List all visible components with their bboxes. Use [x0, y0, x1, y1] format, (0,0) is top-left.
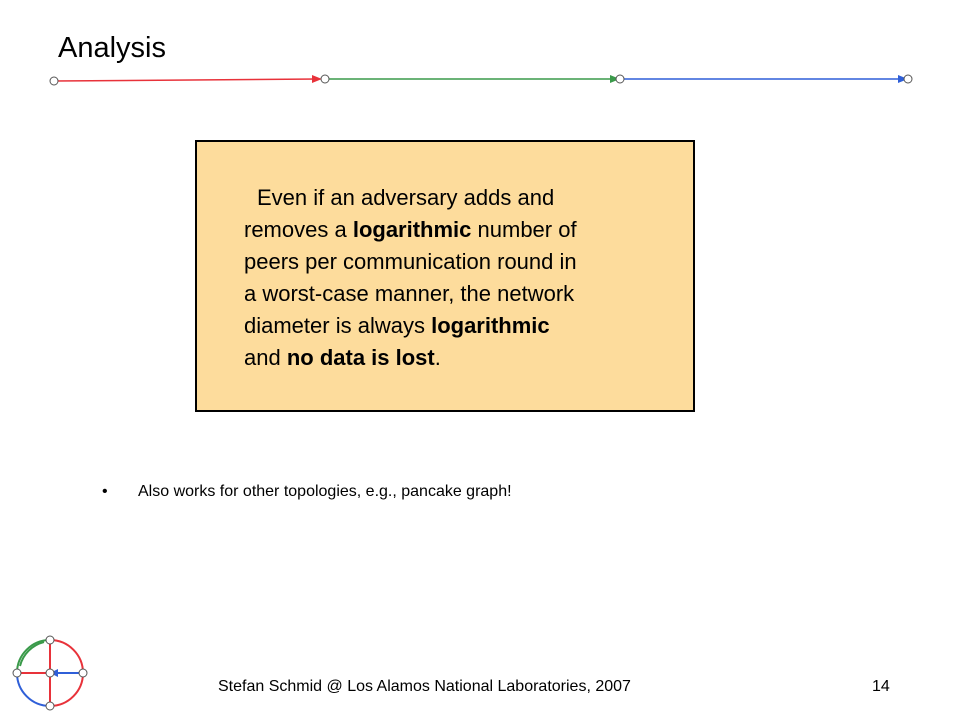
- theorem-line-3: peers per communication round in: [244, 249, 577, 274]
- bullet-item: [102, 480, 512, 504]
- page-number: 14: [872, 678, 890, 695]
- theorem-text: [244, 182, 684, 374]
- footer-credit: Stefan Schmid @ Los Alamos National Laboratories, 2007: [218, 678, 631, 695]
- theorem-line-5: diameter is always logarithmic: [244, 313, 550, 338]
- theorem-line-2: removes a logarithmic number of: [244, 217, 577, 242]
- bullet-symbol: •: [102, 483, 108, 500]
- theorem-line-6: and no data is lost.: [244, 345, 441, 370]
- bullet-text: Also works for other topologies, e.g., pancake graph!: [138, 483, 512, 500]
- theorem-line-4: a worst-case manner, the network: [244, 281, 575, 306]
- theorem-line-1: Even if an adversary adds and: [257, 185, 555, 210]
- logo-icon: [6, 630, 96, 718]
- slide-title: Analysis: [58, 32, 166, 64]
- theorem-box: [195, 140, 695, 412]
- header-divider: [0, 0, 960, 100]
